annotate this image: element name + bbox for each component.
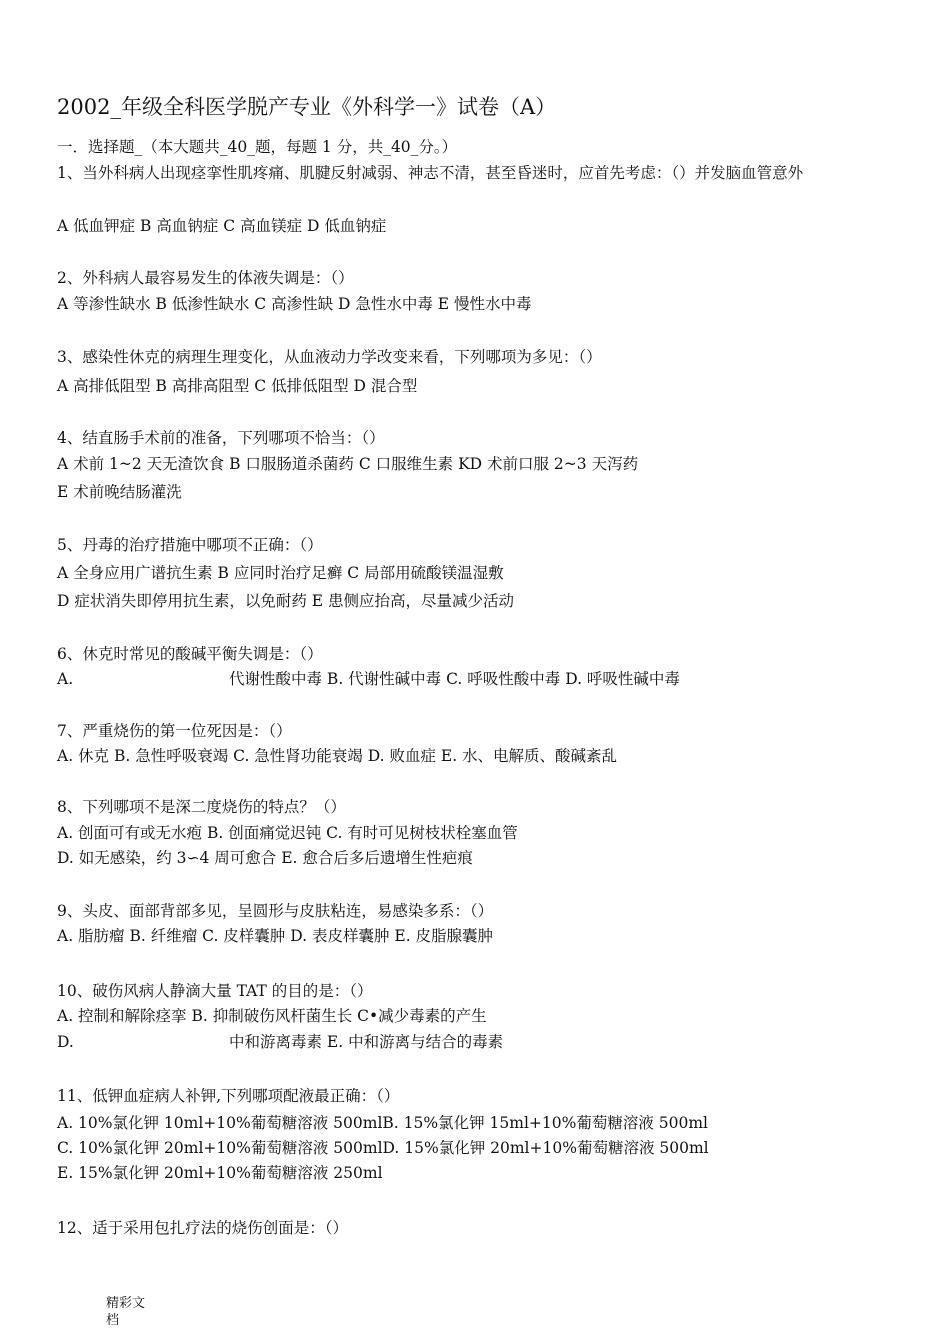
question-12: 12、适于采用包扎疗法的烧伤创面是：（） [57,1219,348,1237]
question-6: 6、休克时常见的酸碱平衡失调是：（） [57,645,323,663]
question-5-options-2: D 症状消失即停用抗生素，以免耐药 E 患侧应抬高，尽量减少活动 [57,592,515,610]
question-2-options: A 等渗性缺水 B 低渗性缺水 C 高渗性缺 D 急性水中毒 E 慢性水中毒 [57,295,532,313]
question-3-options: A 高排低阻型 B 高排高阻型 C 低排低阻型 D 混合型 [57,377,418,395]
question-10: 10、破伤风病人静滴大量 TAT 的目的是：（） [57,982,373,1000]
question-4-options-2: E 术前晚结肠灌洗 [57,483,182,501]
question-8: 8、下列哪项不是深二度烧伤的特点？（） [57,798,346,816]
page-footer: 精彩文档 [106,1296,146,1328]
question-4: 4、结直肠手术前的准备，下列哪项不恰当：（） [57,429,385,447]
question-8-options-2: D. 如无感染，约 3∽4 周可愈合 E. 愈合后多后遗增生性疤痕 [57,849,473,867]
question-7: 7、严重烧伤的第一位死因是：（） [57,722,292,740]
question-2: 2、外科病人最容易发生的体液失调是：（） [57,269,354,287]
section-heading: 一．选择题_（本大题共_40_题，每题 1 分，共_40_分。） [57,138,458,156]
question-7-options: A. 休克 B. 急性呼吸衰竭 C. 急性肾功能衰竭 D. 败血症 E. 水、电解质、酸碱紊乱 [57,747,618,765]
question-11: 11、低钾血症病人补钾,下列哪项配液最正确：（） [57,1087,400,1105]
question-10-options-2 [57,1032,503,1052]
question-1-options: A 低血钾症 B 高血钠症 C 高血镁症 D 低血钠症 [57,217,387,235]
document-title: 2002_年级全科医学脱产专业《外科学一》试卷（A） [57,95,557,119]
question-8-options: A. 创面可有或无水疱 B. 创面痛觉迟钝 C. 有时可见树枝状栓塞血管 [57,824,518,842]
question-11-options-3: E. 15%氯化钾 20ml+10%葡萄糖溶液 250ml [57,1164,383,1182]
question-11-options: A. 10%氯化钾 10ml+10%葡萄糖溶液 500mlB. 15%氯化钾 15ml+10%葡萄糖溶液 500ml [57,1114,709,1132]
question-4-options: A 术前 1~2 天无渣饮食 B 口服肠道杀菌药 C 口服维生素 KD 术前口服 2~3 天泻药 [57,455,639,473]
question-5: 5、丹毒的治疗措施中哪项不正确：（） [57,536,323,554]
question-11-options-2: C. 10%氯化钾 20ml+10%葡萄糖溶液 500mlD. 15%氯化钾 20ml+10%葡萄糖溶液 500ml [57,1139,709,1157]
question-10-option-text: 中和游离毒素 E. 中和游离与结合的毒素 [229,1033,504,1051]
question-6-option-label: A. [57,670,74,688]
question-3: 3、感染性休克的病理生理变化，从血液动力学改变来看，下列哪项为多见：（） [57,348,602,366]
question-6-option-text: 代谢性酸中毒 B. 代谢性碱中毒 C. 呼吸性酸中毒 D. 呼吸性碱中毒 [229,670,680,688]
question-6-options [57,669,680,689]
question-10-options: A. 控制和解除痉挛 B. 抑制破伤风杆菌生长 C•减少毒素的产生 [57,1007,487,1025]
question-9-options: A. 脂肪瘤 B. 纤维瘤 C. 皮样囊肿 D. 表皮样囊肿 E. 皮脂腺囊肿 [57,927,494,945]
question-9: 9、头皮、面部背部多见，呈圆形与皮肤粘连，易感染多系：（） [57,902,494,920]
question-10-option-label: D. [57,1033,74,1051]
question-5-options: A 全身应用广谱抗生素 B 应同时治疗足癣 C 局部用硫酸镁温湿敷 [57,564,504,582]
question-1: 1、当外科病人出现痉挛性肌疼痛、肌腱反射减弱、神志不清，甚至昏迷时，应首先考虑：（）并发脑血管意外 [57,164,804,182]
